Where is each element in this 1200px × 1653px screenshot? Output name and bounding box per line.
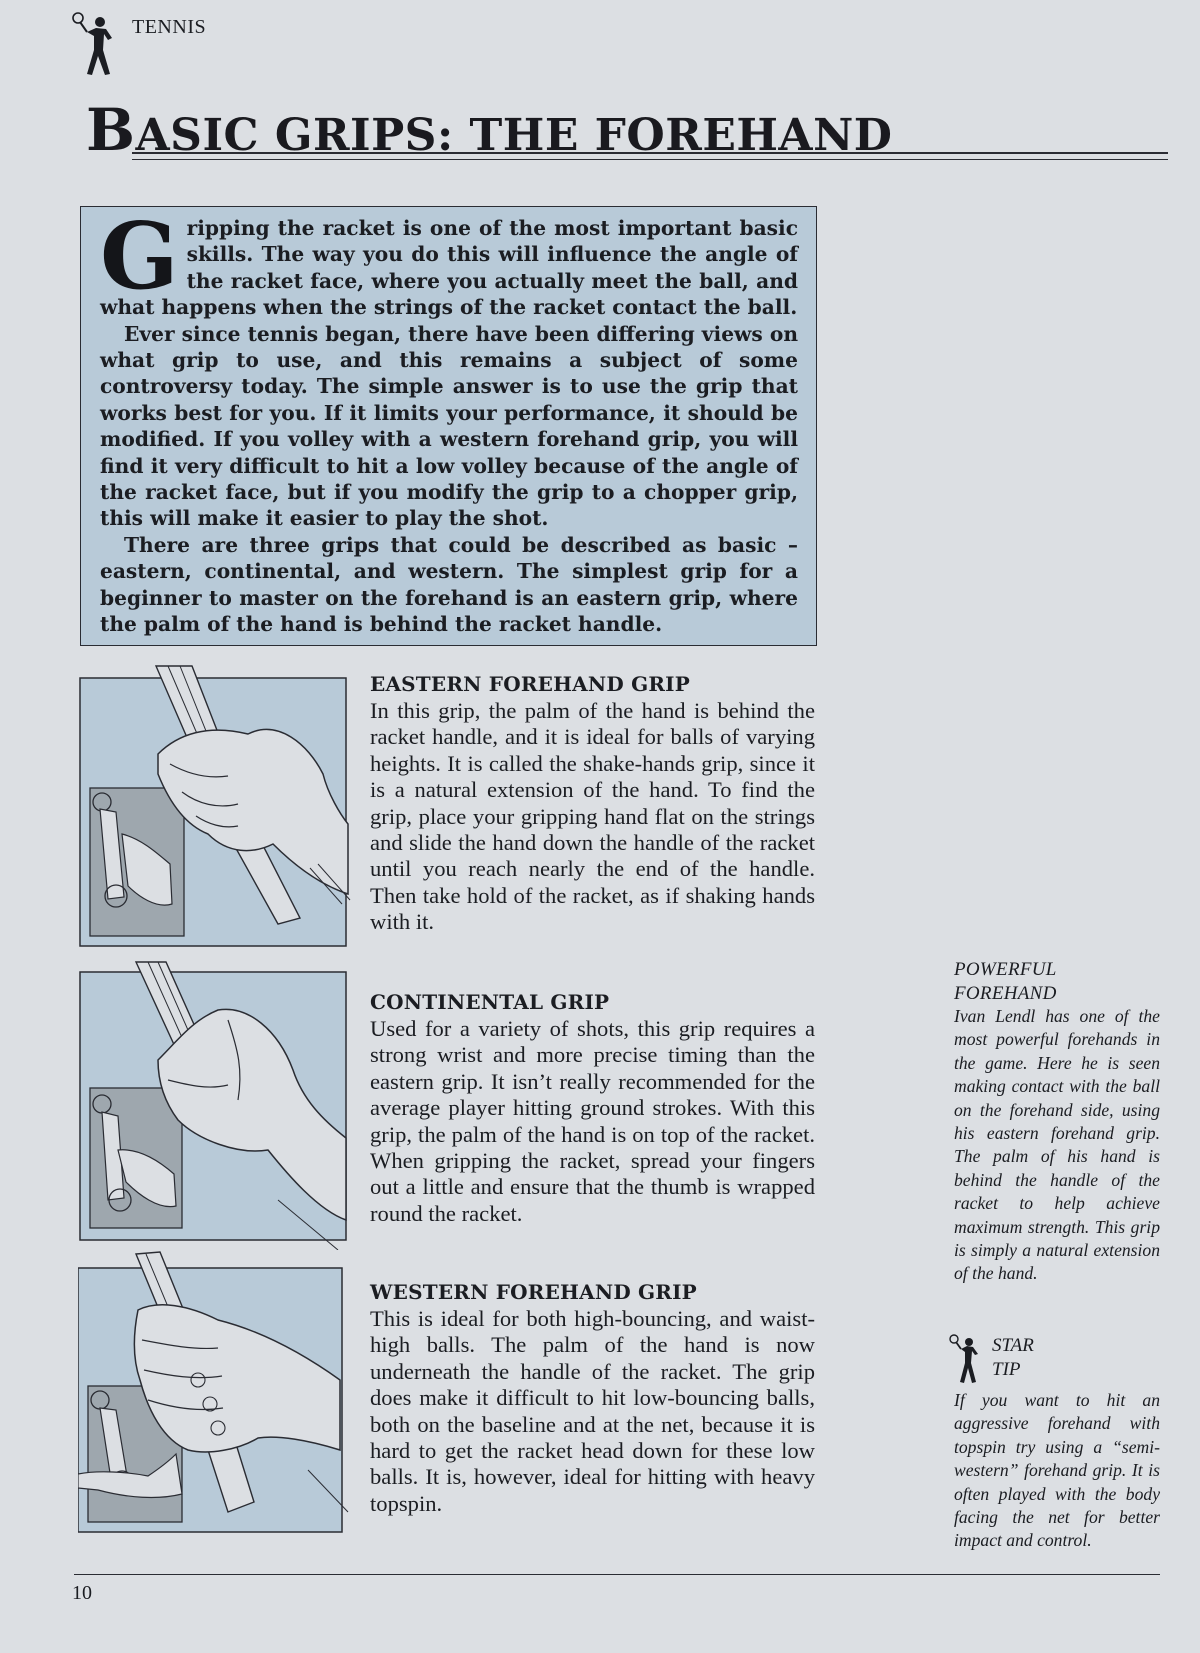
star-tip	[954, 1389, 1160, 1553]
page-number: 10	[72, 1582, 92, 1604]
title-initial: B	[86, 96, 136, 164]
eastern-grip-illustration	[78, 664, 358, 954]
star-tip-line-1: STAR	[992, 1335, 1034, 1356]
footer-rule	[74, 1574, 1160, 1575]
caption-text: Ivan Lendl has one of the most powerful forehands in the game. Here he is seen making contact with the ball on the forehand side, using his eastern forehand grip. The palm of his hand is behind the handle of the racket to help achieve maximum strength. This grip is simply a natural extension of the hand.	[954, 1006, 1160, 1284]
star-tip-line-2: TIP	[992, 1358, 1021, 1380]
star-tip-heading	[948, 1334, 1034, 1386]
western-grip-illustration	[78, 1250, 358, 1540]
continental-grip-heading: CONTINENTAL GRIP	[370, 990, 610, 1014]
continental-grip-body: Used for a variety of shots, this grip requires a strong wrist and more precise timing than the eastern grip. It isn’t really recommended for the average player hitting ground strokes. With this grip, the palm of the hand is on top of the racket. When gripping the racket, spread your fingers out a little and ensure that the thumb is wrapped round the racket.	[370, 1016, 815, 1226]
western-grip-section	[370, 1278, 815, 1517]
title-rule	[132, 152, 1168, 160]
intro-paragraph-3: There are three grips that could be described as basic – eastern, continental, and western. The simplest grip for a beginner to master on the forehand is an eastern grip, where the palm of the hand is behind the racket handle.	[100, 532, 798, 637]
section-label: TENNIS	[132, 16, 207, 38]
continental-grip-section	[370, 988, 815, 1227]
running-head	[70, 12, 206, 82]
tennis-player-icon	[948, 1334, 984, 1386]
drop-cap: G	[100, 202, 179, 310]
western-grip-heading: WESTERN FOREHAND GRIP	[370, 1280, 697, 1304]
tennis-player-icon	[70, 12, 122, 82]
western-grip-body: This is ideal for both high-bouncing, and waist-high balls. The palm of the hand is now underneath the handle of the racket. The grip does make it difficult to hit low-bouncing balls, both on the baseline and at the net, because it is hard to get the racket head down for these low balls. It is, however, ideal for hitting with heavy topspin.	[370, 1306, 815, 1516]
eastern-grip-section	[370, 670, 815, 936]
caption-heading-line-2: FOREHAND	[954, 982, 1057, 1004]
continental-grip-illustration	[78, 960, 358, 1250]
intro-paragraph-1	[100, 202, 798, 321]
eastern-grip-heading: EASTERN FOREHAND GRIP	[370, 672, 690, 696]
intro-text-1: ripping the racket is one of the most important basic skills. The way you do this will influence the angle of the racket face, where you actually meet the ball, and what happens when the strings of the racket contact the ball.	[100, 216, 798, 320]
intro-panel	[80, 202, 817, 646]
star-tip-text: If you want to hit an aggressive forehand with topspin try using a “semi-western” forehand grip. It is often played with the body facing the net for better impact and control.	[954, 1390, 1160, 1551]
eastern-grip-body: In this grip, the palm of the hand is behind the racket handle, and it is ideal for balls of varying heights. It is called the shake-hands grip, since it is a natural extension of the hand. To find the grip, place your gripping hand flat on the strings and slide the hand down the handle of the racket until you reach nearly the end of the handle. Then take hold of the racket, as if shaking hands with it.	[370, 698, 815, 935]
caption-heading-line-1: POWERFUL	[954, 959, 1057, 980]
intro-paragraph-2: Ever since tennis began, there have been differing views on what grip to use, and this remains a subject of some controversy today. The simple answer is to use the grip that works best for you. If it limits your performance, it should be modified. If you volley with a western forehand grip, you will find it very difficult to hit a low volley because of the angle of the racket face, but if you modify the grip to a chopper grip, this will make it easier to play the shot.	[100, 321, 798, 531]
title-rest: ASIC GRIPS: THE FOREHAND	[135, 110, 893, 161]
photo-caption	[954, 958, 1160, 1286]
